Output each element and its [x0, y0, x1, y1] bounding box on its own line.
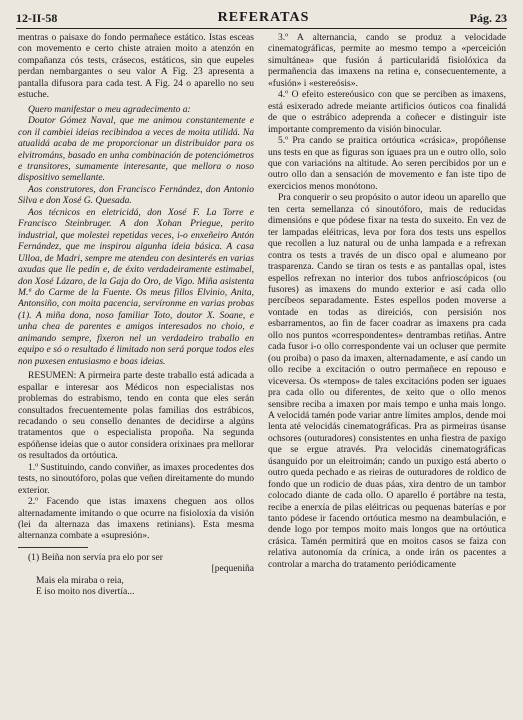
footnote [18, 552, 254, 598]
footnote-line: Mais ela miraba o reia, [36, 574, 124, 586]
paragraph: 5.º Pra cando se praitica ortóutica «crásica», propóñense uns tests en que as figuras son iguaes pra un e outro ollo, solo que con variacións na altitude. Ao seren percibidos por un e outro ollo dan a sensación de movemento e fan iste tipo de exercicios menos monótono. [268, 135, 506, 192]
footnote-line: [pequeniña [211, 563, 254, 575]
paragraph: 2.º Facendo que istas imaxens cheguen aos ollos alternadamente imitando o que ocurre na fisioloxía da visión (lei da alternaza das imaxens retinians). Esta mesma alternanza combate a «supresión». [18, 496, 254, 542]
footnote-line: E iso moito nos divertía... [36, 586, 135, 598]
paragraph: Aos construtores, don Francisco Fernández, don Antonio Silva e don Xosé G. Quesada. [18, 183, 254, 207]
paragraph: Doutor Gómez Naval, que me animou constantemente e con il cambiei ideias recibindoa a veces de moita utilidá. Na atualidá acaba de me proporcionar un distribuidor para os elvitrománs, basado en unha combinación de potenciómetros e transitores, sumamente interesante, que mellora o noso dispositivo semellante. [18, 115, 254, 184]
left-column [18, 32, 254, 716]
acknowledgements-heading: Quero manifestar o meu agradecimento a: [28, 103, 191, 115]
paragraph: mentras o paisaxe do fondo permañece estático. Istas esceas con movemento e certo chiste atraien moito a atenzón en compañanza cós tests, crásecos, estáticos, sin que eupeles perdan nembargantes o seu valor A Fig. 23 apresenta a pantalla difusora para cada test. A Fig. 24 o aparello no seu estuche. [18, 32, 254, 101]
page-header [16, 4, 507, 29]
right-column [268, 32, 506, 716]
header-page-number: Pág. 23 [469, 11, 507, 25]
header-date: 12-II-58 [16, 11, 58, 25]
paragraph: 1.º Sustituindo, cando conviñer, as imaxes procedentes dos tests, no sinoutóforo, polas que veñen direitamente do mundo exterior. [18, 461, 254, 496]
summary-paragraph: RESUMEN: A pirmeira parte deste traballo está adicada a espallar e interesar aos Médicos non especialistas nos problemas do estrabismo, tendo en conta que eles serán consultados frecuentemente polas familias dos estrábicos, recadando o seu consello denantes de decidirse a algúns tratamentos que o especialista propoña. Na segunda espóñense ideias que o autor considera orixinaes pra mellorar os resultados da ortóutica. [18, 370, 254, 462]
footnote-divider [18, 547, 88, 548]
header-title: REFERATAS [217, 10, 310, 25]
paragraph: Aos técnicos en eletricidá, don Xosé F. La Torre e Francisco Steinbruger. A don Xohan Priegue, perito industrial, que molestei repetidas veces, i-o enxeñeiro Antón Fernández, que me inspirou algunha ideia básica. A casa Ulloa, de Madri, sempre me atendeu con desinterés en varias axudas que lle pedín e, de éxito verdadeiramente estimabel, don Xosé Lázaro, de la Gaja do Oro, de Vigo. Miña asistenta M.ª do Carme de la Fuente. Os meus fillos Elvinio, Anita, Antonsiño, con moita pacencia, servíronme en varias probas (1). A miña dona, noso familiar Toto, doutor X. Soane, e unha chea de parentes e amigos interesados no choio, e animando sempre, fixeron nel un verdadeiro traballo en equipo e só o resultado é limitado non será porque todos eles non puxesen entusiasmo e boas ideias. [18, 206, 254, 367]
paragraph: 4.º O efeito estereóusico con que se perciben as imaxens, está esixerado adrede meiante artificios óuticos coa finalidá de que o estrábico adeprenda a coñecer e distinguir iste importante compremento da visión binocular. [268, 89, 506, 135]
footnote-line: (1) Beiña non servía pra elo por ser [28, 551, 163, 563]
paragraph: Pra conquerir o seu propósito o autor ideou un aparello que ten certa semellanza có sinoutóforo, mais de reducidas dimensións e que pódese fixar na testa do suxeito. En vez de ter lampadas eléitricas, leva por fora dos tests uns espellos que recollen a luz natural ou de unha lampada e a refrexan contra os tests a través de un disco opal e alumeano por trasparenza. Cando se tiran os tests e as pantallas opal, istes espellos refrexan no interior dos tubos anfrioscópicos (ou fusores) as imaxens do mundo exterior e así cada ollo percíbeos separadamente. Estes espellos poden moverse a vontade en todas as direiciós, con persisión nos esbarramentos, ao fin de facer coadrar as imaxens pra cada ollo nos puntos «correspondentes» dentrambas retiñas. Antre cada fusor i-o ollo correspondente vai un ocluser que permite (ou proiba) o paso da imaxen, alternadamente, e así cando un ollo recibe a excitación o outro permañece en repouso e viceversa. Os «tempos» de tales excitacións poden ser iguaes pra cada ollo ou diferentes, de xeito que o ollo menos sensibre reciba a imaxen por mais tempo e unha mais longo. A velocidá tamén pode variar antre límites amplos, dende moi lenta até velocidás cinematográficas. Pra as pirmeiras úsanse ochsores (outuradores) consistentes en unha fiestra de paxigo que se ergue através. Pra velocidás cinematográficas úsanguido por un eleitroimán; cando un puxigo está aberto o outro queda pechado e as rieiras de outuradores de roldico de fondo que un rodicio de duas páas, xira dentro de un tambor colocado diante de cada ollo. O aparello é portábre na testa, recibe a enerxía de pilas eléitricas ou pequenas baterías e por tanto pódese ir facendo ortóutica mesmo na deambulación, e dende logo por tempos moito mais longos que na ortóutica crásica. Tamén permitirá que en moitos casos se faiza con relativa autonomía da crínica, a onde irán os pacentes a controlar a marcha do tratamento periódicamente [268, 192, 506, 570]
paragraph: 3.º A alternancia, cando se produz a velocidade cinematográficas, permite ao mesmo tempo a «perceición simultánea» que fusión á particularidá fisiolóxica da permañencia das imaxens na retina e, consecuentemente, a «fusión» i «estereósis». [268, 32, 506, 89]
